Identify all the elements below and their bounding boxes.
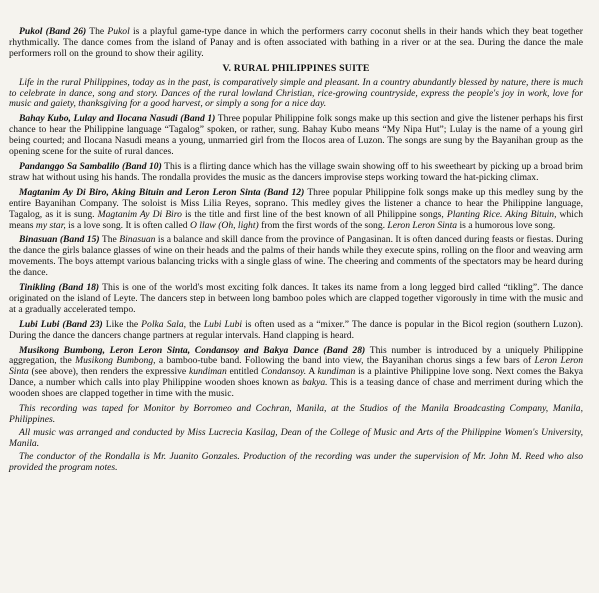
liner-notes-page [9,27,583,476]
musikong-text-7: This is a teasing dance of chase and merriment during which the wooden shoes are clapped together in time with the music. [9,377,583,400]
musikong-text-1: This number is introduced by a uniquely Philippine aggregation, the [9,344,583,367]
section-heading: V. RURAL PHILIPPINES SUITE [222,62,370,74]
tinikling-paragraph [9,283,583,316]
pandanggo-paragraph [9,162,583,184]
lubi-title: Lubi Lubi (Band 23) [19,318,103,330]
binasuan-paragraph [9,235,583,279]
lubi-text-2: the [186,318,204,330]
pukol-text-1: The [86,26,108,37]
musikong-text-6: is a plaintive Philippine love song. Next comes the Bakya Dance, a number which calls into play Philippine wooden shoes known as [9,366,584,389]
musikong-text-4: entitled [226,366,262,378]
recording-credit: This recording was taped for Monitor by Borromeo and Cochran, Manila, at the Studios of the Manila Broadcasting Company, Manila, Philippines. [9,403,583,425]
magtanim-paragraph [9,188,583,232]
musikong-paragraph [9,346,583,401]
musikong-title: Musikong Bumbong, Leron Leron Sinta, Condansoy and Bakya Dance (Band 28) [19,344,366,356]
magtanim-text-4: is a love song. It is often called [65,219,190,231]
magtanim-italic-3: my star, [35,219,66,231]
musikong-text-2: a bamboo-tube band. Following the band into view, the Bayanihan chorus sings a few bars of [155,355,535,367]
pukol-italic-1: Pukol [107,26,130,37]
binasuan-text-1: The [99,234,120,246]
bahay-paragraph [9,114,583,158]
lubi-text-3: is often used as a “mixer.” The dance is popular in the Bicol region (southern Luzon). During the dance the dancers change partners at regular intervals. Hand clapping is heard. [9,318,584,341]
credits-footer [9,404,583,473]
magtanim-text-6: is a humorous love song. [457,219,556,231]
binasuan-text-2: is a balance and skill dance from the province of Pangasinan. It is often danced during feasts or fiestas. During the dance the girls balance glasses of wine on their heads and the palms of their hands while they execute spins, rolling on the floor and weaving arm movements. The boys attempt various balancing tricks with a single glass of wine. The cheering and comments of the spectators may be heard during the dance. [9,234,584,279]
lubi-text-1: Like the [102,318,142,330]
arrangement-credit: All music was arranged and conducted by Miss Lucrecia Kasilag, Dean of the College of Music and Arts of the Philippine Women's University, Manila. [9,426,583,449]
musikong-text-5: A [306,366,318,378]
tinikling-title: Tinikling (Band 18) [19,282,100,294]
magtanim-text-5: from the first words of the song. [258,219,388,231]
musikong-italic-1: Musikong Bumbong, [75,355,156,367]
pandanggo-text-1: This is a flirting dance which has the village swain showing off to his sweetheart by picking up a broad brim straw hat without using his hands. The rondalla provides the music as the dancers improvise steps working toward the hat-picking climax. [9,160,583,183]
musikong-italic-3: kundiman [188,366,227,378]
binasuan-italic-1: Binasuan [119,234,156,246]
binasuan-title: Binasuan (Band 15) [19,234,100,246]
lubi-italic-1: Polka Sala, [141,318,187,330]
musikong-text-3: (see above), then renders the expressive [28,366,189,378]
magtanim-title: Magtanim Ay Di Biro, Aking Bituin and Leron Leron Sinta (Band 12) [19,186,305,198]
magtanim-italic-5: Leron Leron Sinta [387,219,458,231]
musikong-italic-6: bakya. [302,377,328,389]
pukol-text-2: is a playful game-type dance in which the performers carry coconut shells in their hands which they beat together rhythmically. The dance comes from the island of Panay and is often associated with bathing in a river or at the sea. During the dance the male performers roll on the ground to show their agility. [9,26,583,59]
bahay-title: Bahay Kubo, Lulay and Ilocana Nasudi (Band 1) [19,113,216,125]
lubi-italic-2: Lubi Lubi [203,318,243,330]
bahay-text-1: Three popular Philippine folk songs make up this section and give the listener perhaps his first chance to hear the Philippine language “Tagalog” spoken, or rather, sung. Bahay Kubo means “My Nipa Hut”; Lulay is the name of a young girl being courted; and Ilocana Nasudi means a young, unmarried girl from the Ilocos area of Luzon. The songs are sung by the Bayanihan group as the opening scene for the suite of rural dances. [9,113,583,158]
musikong-italic-2: Leron Leron Sinta [9,355,584,378]
magtanim-italic-1: Magtanim Ay Di Biro [97,208,182,220]
magtanim-text-2: is the title and first line of the best known of all Philippine songs, [181,208,447,220]
lubi-paragraph [9,320,583,342]
pukol-paragraph [9,27,583,60]
magtanim-text-3: which means [9,208,584,231]
intro-paragraph: Life in the rural Philippines, today as in the past, is comparatively simple and pleasant. In a country abundantly blessed by nature, there is much to celebrate in dance, song and story. Dances of the rural lowland Christian, rice-growing countryside, express the people's joy in work, love for music and gaiety, thanksgiving for a good harvest, or simply a song for a nice day. [9,76,583,110]
conductor-credit: The conductor of the Rondalla is Mr. Juanito Gonzales. Production of the recording was under the supervision of Mr. John M. Reed who also provided the program notes. [9,450,583,473]
musikong-italic-5: kundiman [317,366,356,378]
magtanim-italic-4: O llaw (Oh, light) [189,219,259,231]
magtanim-italic-2: Planting Rice. Aking Bituin, [446,208,557,220]
magtanim-text-1: Three popular Philippine folk songs make up this medley sung by the entire Bayanihan Company. The soloist is Miss Lilia Reyes, soprano. This medley gives the listener a chance to hear the Philippine language, Tagalog, as it is sung. [9,186,583,220]
pukol-title: Pukol (Band 26) [19,26,87,37]
pandanggo-title: Pandanggo Sa Sambalilo (Band 10) [19,160,162,172]
musikong-italic-4: Condansoy. [261,366,307,378]
tinikling-text-1: This is one of the world's most exciting folk dances. It takes its name from a long legged bird called “tikling”. The dance originated on the island of Leyte. The dancers step in between long bamboo poles which are clapped together vigorously in time with the music and at a gradually accelerated tempo. [9,282,583,315]
